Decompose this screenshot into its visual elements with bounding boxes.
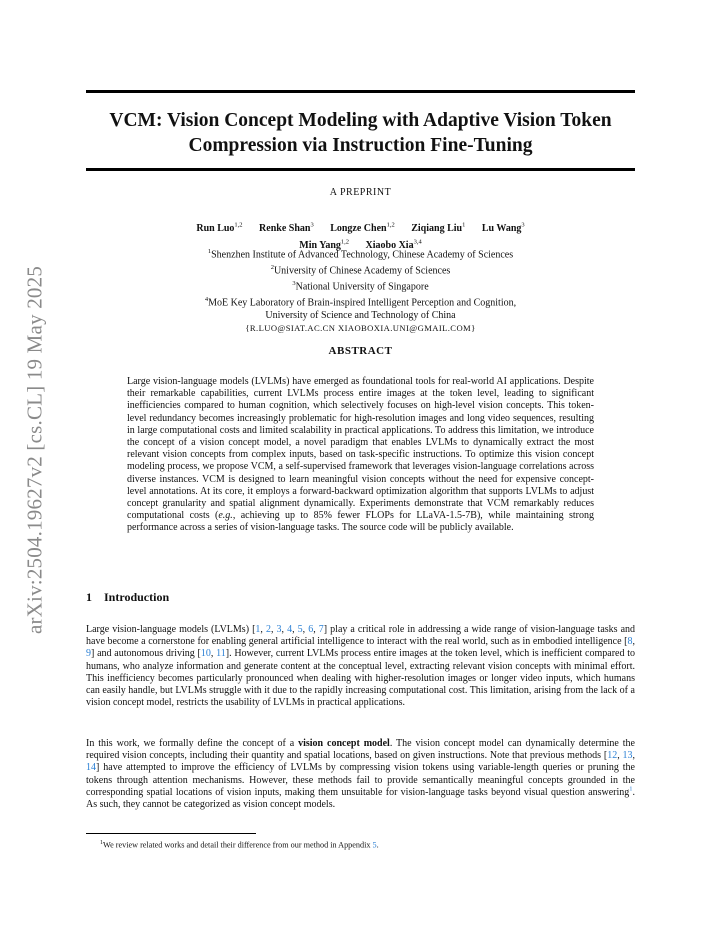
title-rule-bottom bbox=[86, 168, 635, 171]
author: Lu Wang$^3$ bbox=[481, 222, 525, 235]
paper-title bbox=[86, 108, 635, 158]
affiliation: $^2$University of Chinese Academy of Sciences bbox=[270, 263, 451, 277]
arxiv-stamp-text: arXiv:2504.19627v2 [cs.CL] 19 May 2025 bbox=[22, 265, 47, 635]
intro-paragraph-1: Large vision-language models (LVLMs) [1, 2, 3, 4, 5, 6, 7] play a critical role in addressing a wide range of vision-language tasks and have become a cornerstone for enabling general artificial intelligence to interact with the real world, such as in embodied intelligence [8, 9] and autonomous driving [10, 11]. However, current LVLMs process entire images at the token level, which is inefficient compared to humans, who analyze information and generate content at the conceptual level, extracting relevant vision concepts with minimal effort. This inefficiency becomes particularly pronounced when dealing with higher-resolution images or longer video inputs, which humans can easily handle, but LVLMs struggle with it due to the rapidly increasing computational cost. This limitation, arising from the lack of a vision concept model, restricts the usability of LVLMs in practical applications. bbox=[86, 624, 636, 709]
author: Renke Shan$^3$ bbox=[259, 222, 314, 235]
affiliation-continued: University of Science and Technology of China bbox=[265, 309, 456, 321]
footnote-rule bbox=[86, 833, 256, 834]
citation-link[interactable]: 6 bbox=[308, 624, 314, 635]
citation-link[interactable]: 5 bbox=[297, 624, 303, 635]
citation-link[interactable]: 2 bbox=[265, 624, 271, 635]
citation-link[interactable]: 1 bbox=[255, 624, 261, 635]
preprint-label: A PREPRINT bbox=[329, 187, 392, 198]
arxiv-stamp bbox=[22, 240, 48, 660]
title-line-2: Compression via Instruction Fine-Tuning bbox=[188, 135, 533, 156]
footnote-marker[interactable]: 1 bbox=[629, 785, 633, 793]
citation-link[interactable]: 13 bbox=[622, 750, 633, 762]
author: Run Luo$^{1,2}$ bbox=[196, 222, 243, 235]
affiliations bbox=[86, 246, 635, 335]
citation-link[interactable]: 3 bbox=[276, 624, 282, 635]
section-heading-introduction bbox=[86, 590, 169, 605]
appendix-link[interactable]: 5 bbox=[372, 840, 377, 850]
title-line-1: VCM: Vision Concept Modeling with Adaptive Vision Token bbox=[109, 110, 612, 131]
author: Min Yang$^{1,2}$ bbox=[299, 238, 350, 251]
affiliation: $^1$Shenzhen Institute of Advanced Technology, Chinese Academy of Sciences bbox=[207, 248, 514, 261]
citation-link[interactable]: 8 bbox=[627, 636, 633, 648]
section-title: Introduction bbox=[104, 590, 170, 604]
citation-link[interactable]: 4 bbox=[287, 624, 293, 635]
author: Ziqiang Liu$^1$ bbox=[411, 222, 466, 235]
citation-link[interactable]: 11 bbox=[216, 648, 226, 660]
footnote: $^1$We review related works and detail their difference from our method in Appendix 5. bbox=[100, 840, 379, 850]
author-emails: {R.LUO@SIAT.AC.CN XIAOBOXIA.UNI@GMAIL.COM} bbox=[245, 323, 476, 334]
section-number: 1 bbox=[86, 590, 92, 604]
affiliation: $^4$MoE Key Laboratory of Brain-inspired Intelligent Perception and Cognition, bbox=[204, 295, 517, 309]
abstract-text: Large vision-language models (LVLMs) have emerged as foundational tools for real-world AI applications. Despite their remarkable capabilities, current LVLMs process entire images at the token level, leading to significant inefficiencies compared to human cognition, which selectively focuses on high-level vision concepts. This token-level redundancy becomes increasingly problematic for high-resolution images and long video sequences, resulting in large computational costs and limited scalability in practical applications. To address this limitation, we introduce the concept of a vision concept model, a novel paradigm that enables LVLMs to dynamically extract the most relevant vision concepts from complex inputs, based on task-specific instructions. To optimize this vision concept modeling process, we propose VCM, a self-supervised framework that leverages vision-language correlations across diverse instances. VCM is designed to learn meaningful vision concepts without the need for expensive concept-level annotations. At its core, it employs a forward-backward optimization algorithm that supports LVLMs to adjust concept granularity and spatial alignment dynamically. Experiments demonstrate that VCM remarkably reduces computational costs (e.g., achieving up to 85% fewer FLOPs for LLaVA-1.5-7B), while maintaining strong performance across a series of vision-language tasks. The source code will be publicly available. bbox=[127, 376, 594, 534]
title-rule-top bbox=[86, 90, 635, 93]
citation-link[interactable]: 14 bbox=[86, 762, 96, 774]
abstract-heading: ABSTRACT bbox=[328, 345, 393, 357]
author-line-1 bbox=[86, 219, 635, 235]
intro-paragraph-2: In this work, we formally define the concept of a vision concept model. The vision concept model can dynamically determine the required vision concepts, including their quantity and spatial locations, based on given instructions. Note that previous methods [12, 13, 14] have attempted to improve the efficiency of LVLMs by compressing vision tokens using variable-length queries or pruning the tokens through attention mechanisms. However, these methods fail to provide semantically meaningful concepts grounded in the corresponding spatial locations of vision inputs, making them unsuitable for vision-language tasks beyond visual question answering$^1$. As such, they cannot be categorized as vision concept models. bbox=[86, 738, 635, 811]
citation-link[interactable]: 7 bbox=[318, 624, 324, 635]
citation-link[interactable]: 10 bbox=[200, 648, 211, 660]
author: Longze Chen$^{1,2}$ bbox=[330, 222, 395, 235]
author: Xiaobo Xia$^{3,4}$ bbox=[365, 238, 422, 251]
citation-link[interactable]: 9 bbox=[86, 648, 91, 660]
citation-link[interactable]: 12 bbox=[607, 750, 618, 762]
affiliation: $^3$National University of Singapore bbox=[292, 279, 429, 293]
